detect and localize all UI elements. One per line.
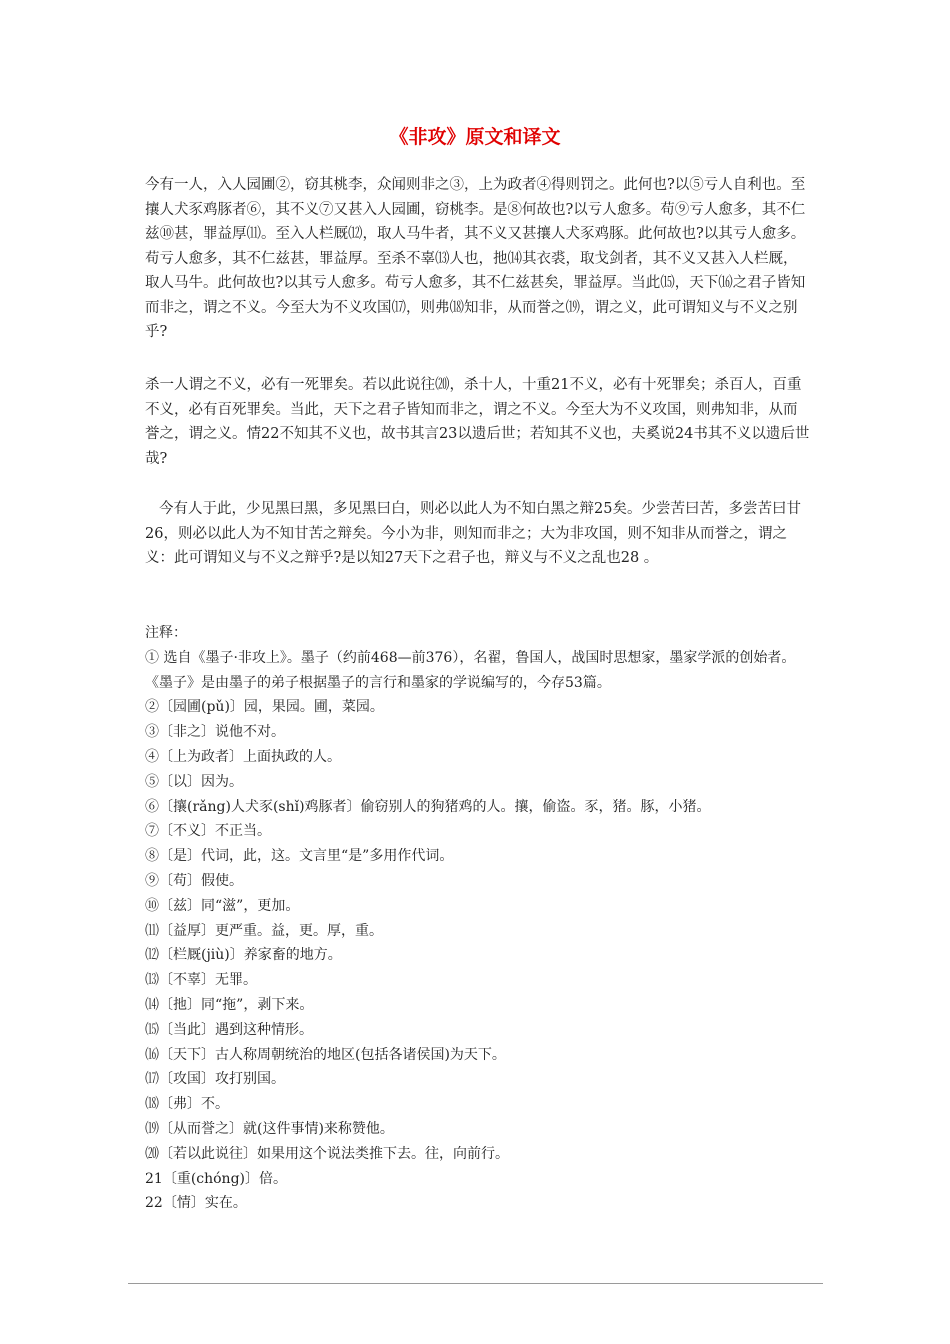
note-item: 21〔重(chóng)〕倍。 bbox=[145, 1170, 288, 1187]
note-item: ① 选自《墨子·非攻上》。墨子（约前468—前376），名翟，鲁国人，战国时思想家，墨家学派的创始者。《墨子》是由墨子的弟子根据墨子的言行和墨家的学说编写的，今存53篇。 bbox=[145, 649, 796, 691]
note-item: ②〔园圃(pǔ)〕园，果园。圃，菜园。 bbox=[145, 699, 384, 716]
note-item: ⑾〔益厚〕更严重。益，更。厚，重。 bbox=[145, 922, 383, 939]
note-item: ⑧〔是〕代词，此，这。文言里“是”多用作代词。 bbox=[145, 848, 454, 865]
note-item: ⒇〔若以此说往〕如果用这个说法类推下去。往，向前行。 bbox=[145, 1145, 509, 1162]
page-title: 《非攻》原文和译文 bbox=[389, 126, 561, 148]
notes-heading: 注释： bbox=[145, 625, 187, 641]
note-item: ⑤〔以〕因为。 bbox=[145, 773, 243, 790]
body-paragraph: 今有人于此，少见黑曰黑，多见黑曰白，则必以此人为不知白黑之辩25矣。少尝苦曰苦，多尝苦曰甘26，则必以此人为不知甘苦之辩矣。今小为非，则知而非之；大为非攻国，则不知非从而誉之，谓之义：此可谓知义与不义之辩乎?是以知27天下之君子也，辩义与不义之乱也28 。 bbox=[145, 501, 801, 566]
note-item: ③〔非之〕说他不对。 bbox=[145, 724, 285, 741]
note-item: ⑨〔苟〕假使。 bbox=[145, 872, 243, 889]
notes-section bbox=[145, 621, 810, 1216]
note-item: ⒅〔弗〕不。 bbox=[145, 1096, 229, 1113]
note-item: ⑥〔攘(rǎng)人犬豕(shǐ)鸡豚者〕偷窃别人的狗猪鸡的人。攘，偷盗。豕，猪。豚，小猪。 bbox=[145, 798, 711, 815]
note-item: ⑿〔栏厩(jiù)〕养家畜的地方。 bbox=[145, 947, 342, 964]
body-paragraph: 今有一人，入人园圃②，窃其桃李，众闻则非之③，上为政者④得则罚之。此何也?以⑤亏人自利也。至攘人犬豕鸡豚者⑥，其不义⑦又甚入人园圃，窃桃李。是⑧何故也?以亏人愈多。苟⑨亏人愈多，其不仁兹⑩甚，罪益厚⑾。至入人栏厩⑿，取人马牛者，其不义又甚攘人犬豕鸡豚。此何故也?以其亏人愈多。苟亏人愈多，其不仁兹甚，罪益厚。至杀不辜⒀人也，扡⒁其衣裘，取戈剑者，其不义又甚入人栏厩，取人马牛。此何故也?以其亏人愈多。苟亏人愈多，其不仁兹甚矣，罪益厚。当此⒂，天下⒃之君子皆知而非之，谓之不义。今至大为不义攻国⒄，则弗⒅知非，从而誉之⒆，谓之义，此可谓知义与不义之别乎? bbox=[145, 177, 806, 340]
note-item: 22〔情〕实在。 bbox=[145, 1195, 247, 1212]
note-item: ⒃〔天下〕古人称周朝统治的地区(包括各诸侯国)为天下。 bbox=[145, 1046, 506, 1063]
note-item: ⑦〔不义〕不正当。 bbox=[145, 823, 271, 840]
note-item: ⒁〔扡〕同“拖”，剥下来。 bbox=[145, 996, 314, 1013]
note-item: ⒀〔不辜〕无罪。 bbox=[145, 972, 257, 989]
note-item: ⒂〔当此〕遇到这种情形。 bbox=[145, 1021, 313, 1038]
note-item: ⒆〔从而誉之〕就(这件事情)来称赞他。 bbox=[145, 1120, 394, 1137]
note-item: ④〔上为政者〕上面执政的人。 bbox=[145, 748, 341, 765]
body-paragraph: 杀一人谓之不义，必有一死罪矣。若以此说往⒇，杀十人，十重21不义，必有十死罪矣；杀百人，百重不义，必有百死罪矣。当此，天下之君子皆知而非之，谓之不义。今至大为不义攻国，则弗知非，从而誉之，谓之义。情22不知其不义也，故书其言23以遗后世；若知其不义也，夫奚说24书其不义以遗后世哉? bbox=[145, 377, 810, 467]
note-item: ⑩〔兹〕同“滋”，更加。 bbox=[145, 897, 300, 914]
note-item: ⒄〔攻国〕攻打别国。 bbox=[145, 1071, 285, 1088]
footer-divider bbox=[128, 1283, 823, 1284]
